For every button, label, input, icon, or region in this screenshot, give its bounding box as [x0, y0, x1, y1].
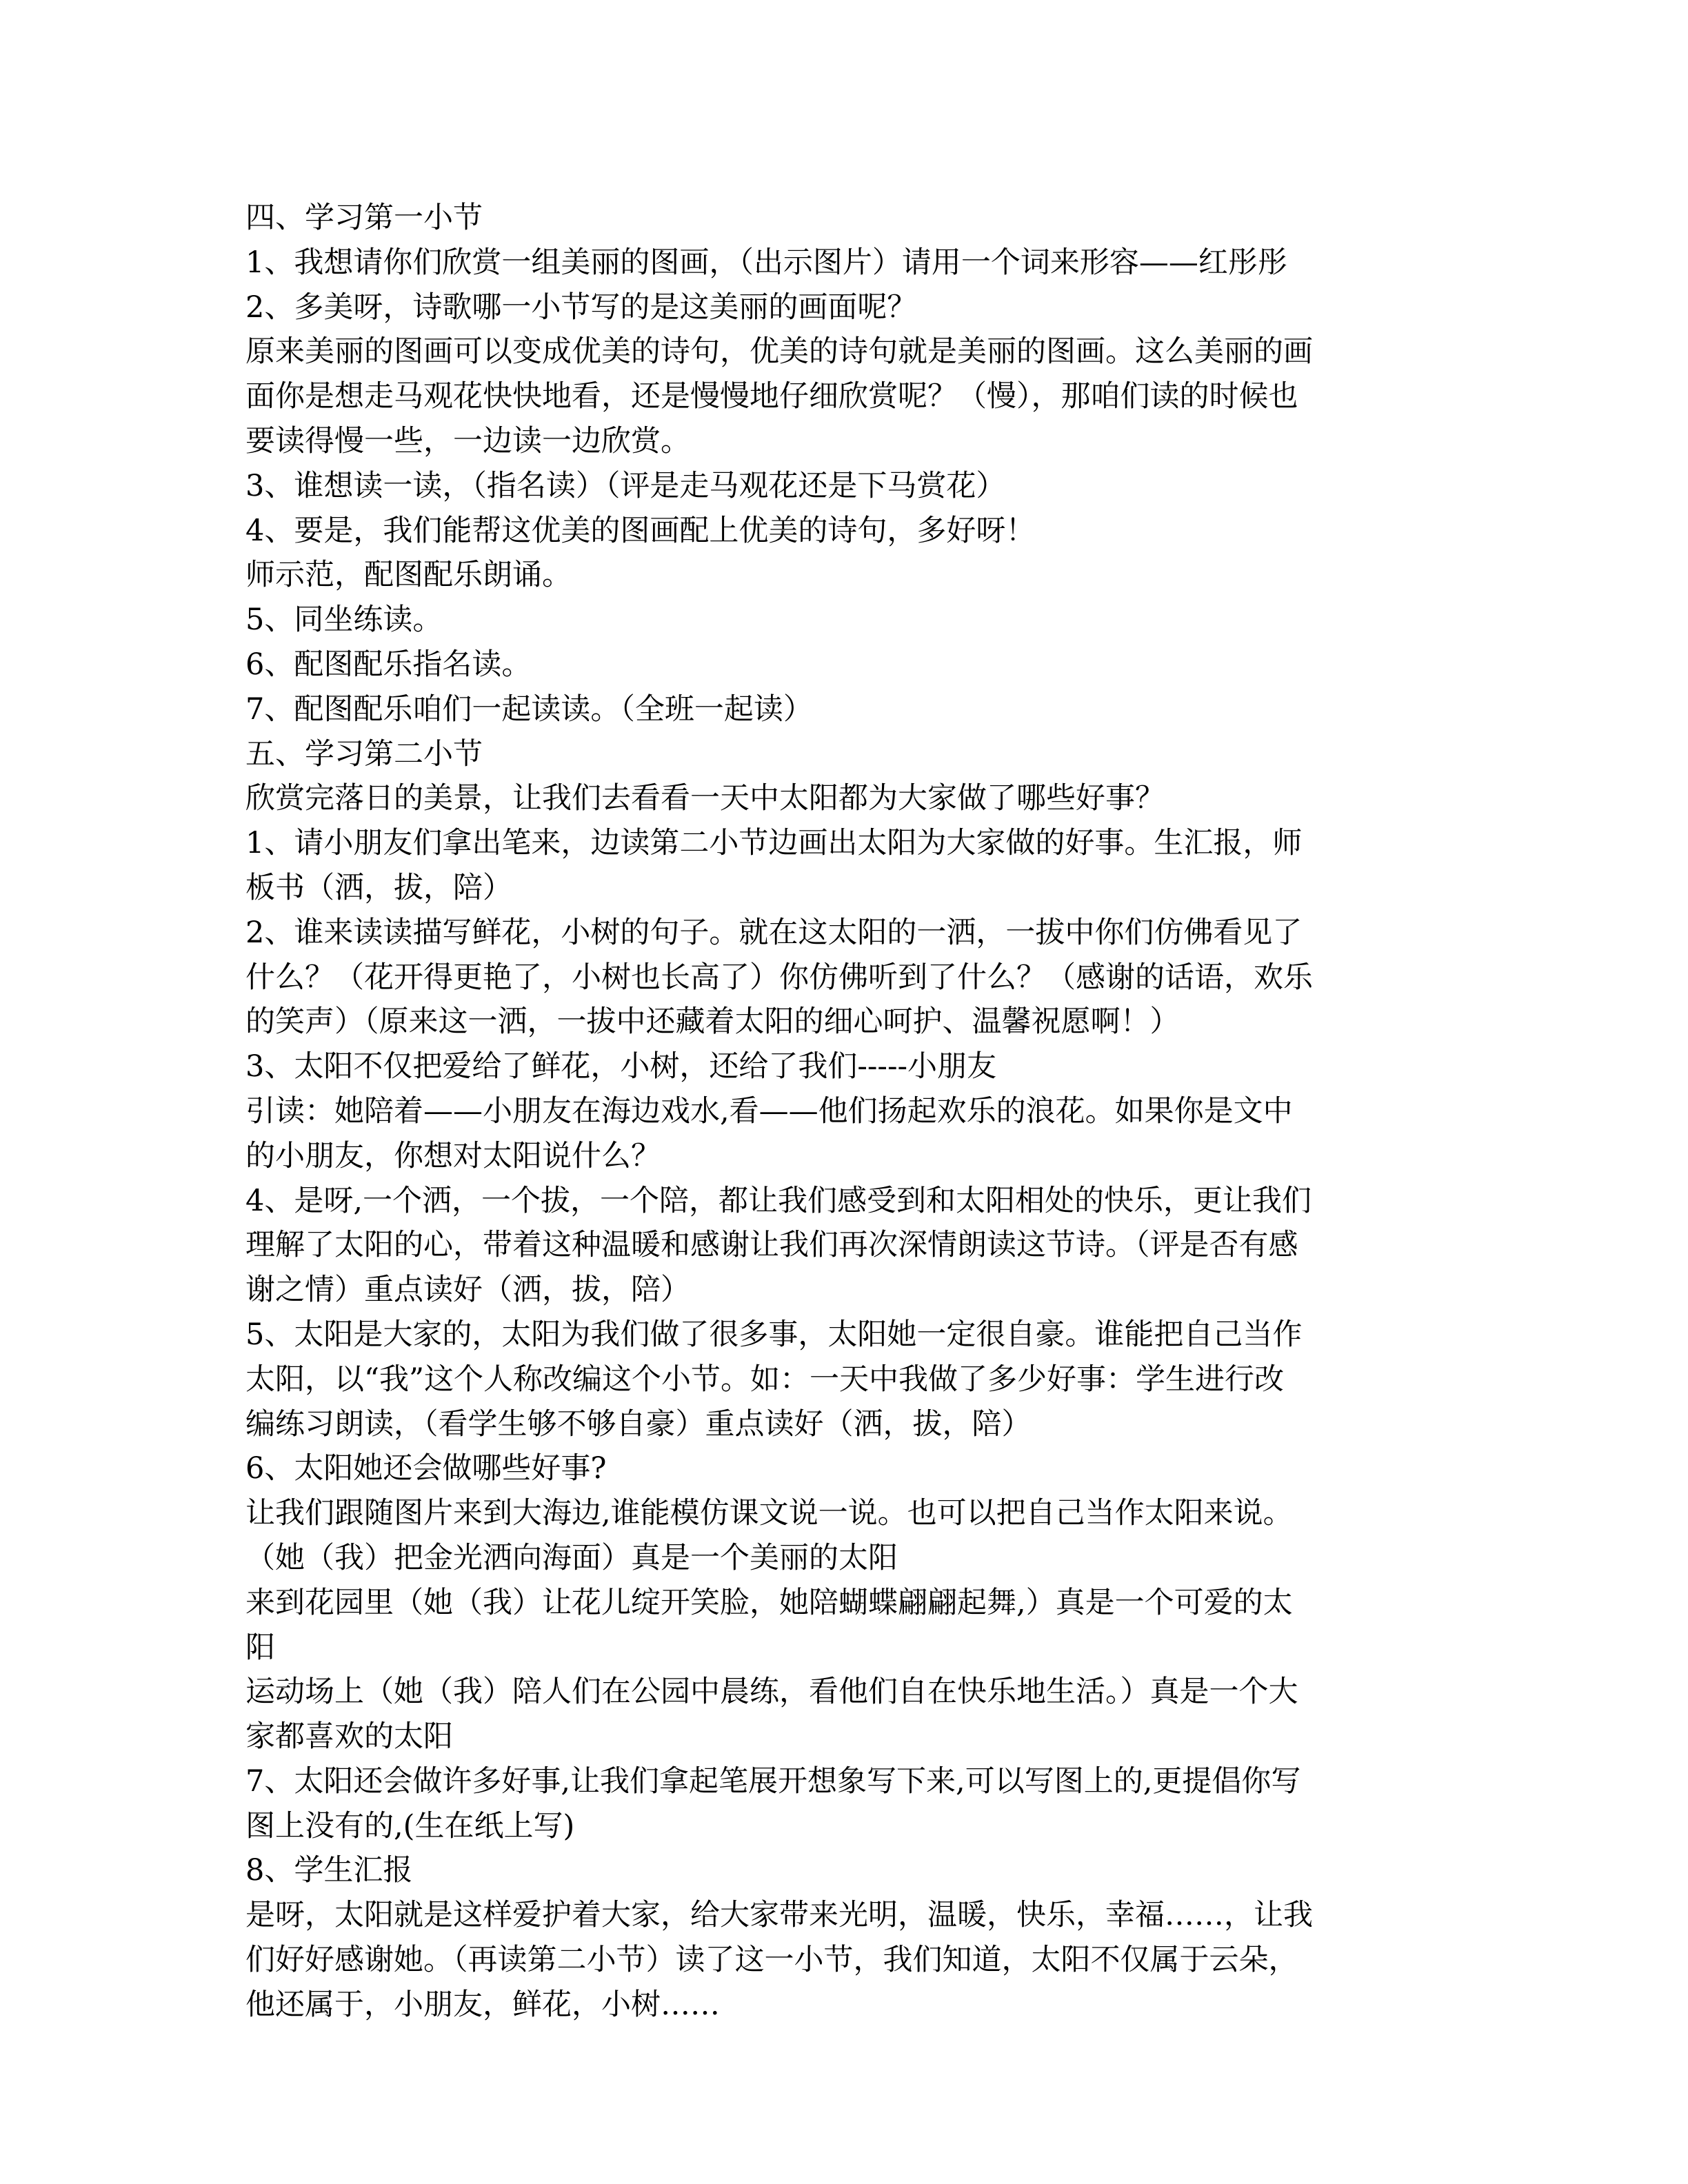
text-line: 运动场上（她（我）陪人们在公园中晨练，看他们自在快乐地生活。）真是一个大 [245, 1675, 1298, 1710]
text-line: 4、要是，我们能帮这优美的图画配上优美的诗句，多好呀！ [245, 513, 1036, 548]
text-line: 1、我想请你们欣赏一组美丽的图画，（出示图片）请用一个词来形容——红彤彤 [245, 245, 1287, 280]
text-line: 编练习朗读，（看学生够不够自豪）重点读好（洒，拔，陪） [245, 1406, 1032, 1442]
text-line: 是呀，太阳就是这样爱护着大家，给大家带来光明，温暖，快乐，幸福……，让我 [245, 1898, 1313, 1933]
text-line: 图上没有的,(生在纸上写) [245, 1808, 575, 1843]
text-line: 2、多美呀，诗歌哪一小节写的是这美丽的画面呢？ [245, 290, 917, 325]
text-line: 面你是想走马观花快快地看，还是慢慢地仔细欣赏呢？（慢），那咱们读的时候也 [245, 379, 1298, 414]
text-line: 四、学习第一小节 [245, 201, 483, 235]
text-line: 师示范，配图配乐朗诵。 [245, 558, 572, 593]
text-line: 他还属于，小朋友，鲜花，小树…… [245, 1987, 720, 2022]
text-line: 5、太阳是大家的，太阳为我们做了很多事，太阳她一定很自豪。谁能把自己当作 [245, 1317, 1303, 1352]
text-line: 们好好感谢她。（再读第二小节）读了这一小节，我们知道，太阳不仅属于云朵， [245, 1943, 1298, 1978]
document-body [245, 196, 1438, 2028]
text-line: 6、太阳她还会做哪些好事? [245, 1451, 607, 1486]
text-line: 欣赏完落日的美景，让我们去看看一天中太阳都为大家做了哪些好事？ [245, 781, 1165, 816]
text-line: 谢之情）重点读好（洒，拔，陪） [245, 1273, 690, 1308]
text-line: 3、谁想读一读，（指名读）（评是走马观花还是下马赏花） [245, 468, 1006, 503]
text-line: 什么？（花开得更艳了，小树也长高了）你仿佛听到了什么？（感谢的话语，欢乐 [245, 960, 1313, 995]
text-line: 8、学生汇报 [245, 1853, 413, 1888]
text-line: 来到花园里（她（我）让花儿绽开笑脸，她陪蝴蝶翩翩起舞,）真是一个可爱的太 [245, 1585, 1293, 1620]
text-line: 4、是呀,一个洒，一个拔，一个陪，都让我们感受到和太阳相处的快乐，更让我们 [245, 1183, 1312, 1218]
text-line: 7、太阳还会做许多好事,让我们拿起笔展开想象写下来,可以写图上的,更提倡你写 [245, 1763, 1301, 1799]
text-line: 阳 [245, 1630, 275, 1665]
text-line: 板书（洒，拔，陪） [245, 870, 512, 905]
text-line: （她（我）把金光洒向海面）真是一个美丽的太阳 [245, 1540, 898, 1575]
text-line: 理解了太阳的心，带着这种温暖和感谢让我们再次深情朗读这节诗。（评是否有感 [245, 1228, 1298, 1263]
text-line: 5、同坐练读。 [245, 603, 443, 638]
text-line: 太阳，以“我”这个人称改编这个小节。如：一天中我做了多少好事：学生进行改 [245, 1362, 1284, 1397]
text-line: 的小朋友，你想对太阳说什么？ [245, 1138, 661, 1173]
text-line: 要读得慢一些，一边读一边欣赏。 [245, 423, 690, 458]
text-line: 6、配图配乐指名读。 [245, 647, 532, 682]
text-line: 原来美丽的图画可以变成优美的诗句，优美的诗句就是美丽的图画。这么美丽的画 [245, 334, 1313, 370]
text-line: 1、请小朋友们拿出笔来，边读第二小节边画出太阳为大家做的好事。生汇报，师 [245, 826, 1303, 861]
text-line: 7、配图配乐咱们一起读读。（全班一起读） [245, 691, 813, 727]
text-line: 让我们跟随图片来到大海边,谁能模仿课文说一说。也可以把自己当作太阳来说。 [245, 1496, 1293, 1531]
text-line: 家都喜欢的太阳 [245, 1719, 453, 1755]
text-line: 2、谁来读读描写鲜花，小树的句子。就在这太阳的一洒，一拔中你们仿佛看见了 [245, 915, 1303, 950]
text-line: 3、太阳不仅把爱给了鲜花，小树，还给了我们-----小朋友 [245, 1049, 997, 1084]
text-line: 的笑声）（原来这一洒，一拔中还藏着太阳的细心呵护、温馨祝愿啊！） [245, 1004, 1180, 1040]
text-line: 五、学习第二小节 [245, 736, 483, 771]
text-line: 引读：她陪着——小朋友在海边戏水,看——他们扬起欢乐的浪花。如果你是文中 [245, 1093, 1293, 1129]
